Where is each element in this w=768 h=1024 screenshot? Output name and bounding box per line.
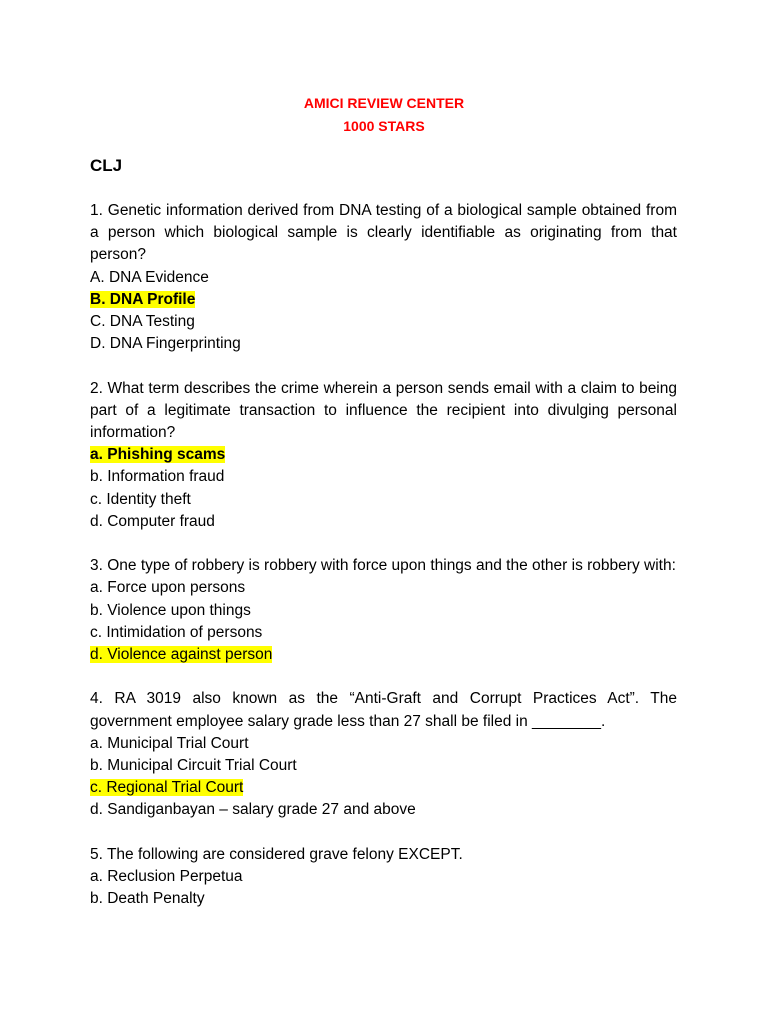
option-c: C. DNA Testing <box>90 313 195 331</box>
option-d: d. Computer fraud <box>90 512 215 530</box>
option-b: b. Information fraud <box>90 468 225 486</box>
question-1 <box>90 200 677 355</box>
option-a: A. DNA Evidence <box>90 268 209 286</box>
question-4 <box>90 688 677 821</box>
option-b: b. Violence upon things <box>90 601 251 619</box>
option-b: b. Municipal Circuit Trial Court <box>90 757 297 775</box>
answer-highlight: c. Regional Trial Court <box>90 779 244 797</box>
option-c: c. Intimidation of persons <box>90 623 263 641</box>
document-subtitle: 1000 STARS <box>343 118 425 134</box>
option-b: b. Death Penalty <box>90 890 205 908</box>
option-d: d. Sandiganbayan – salary grade 27 and above <box>90 801 416 819</box>
question-5 <box>90 844 677 911</box>
option-a: a. Reclusion Perpetua <box>90 868 243 886</box>
option-a: a. Force upon persons <box>90 579 246 597</box>
answer-highlight: B. DNA Profile <box>90 290 196 308</box>
option-a: a. Municipal Trial Court <box>90 734 249 752</box>
answer-highlight: a. Phishing scams <box>90 446 226 464</box>
question-stem: 2. What term describes the crime wherein a person sends email with a claim to being part of a legitimate transaction to influence the recipient into divulging personal information? <box>90 379 677 442</box>
question-list <box>90 200 677 933</box>
question-stem: 5. The following are considered grave felony EXCEPT. <box>90 845 463 863</box>
question-stem: 3. One type of robbery is robbery with force upon things and the other is robbery with: <box>90 557 676 575</box>
document-title: AMICI REVIEW CENTER <box>303 95 465 111</box>
section-heading: CLJ <box>90 156 123 175</box>
question-stem: 1. Genetic information derived from DNA testing of a biological sample obtained from a person which biological sample is clearly identifiable as originating from that person? <box>90 202 677 264</box>
option-d: D. DNA Fingerprinting <box>90 335 241 353</box>
answer-highlight: d. Violence against person <box>90 646 273 664</box>
question-3 <box>90 555 677 666</box>
option-c: c. Identity theft <box>90 490 191 508</box>
question-stem: 4. RA 3019 also known as the “Anti-Graft and Corrupt Practices Act”. The government employee salary grade less than 27 shall be filed in ________. <box>90 690 677 730</box>
question-2 <box>90 378 677 533</box>
